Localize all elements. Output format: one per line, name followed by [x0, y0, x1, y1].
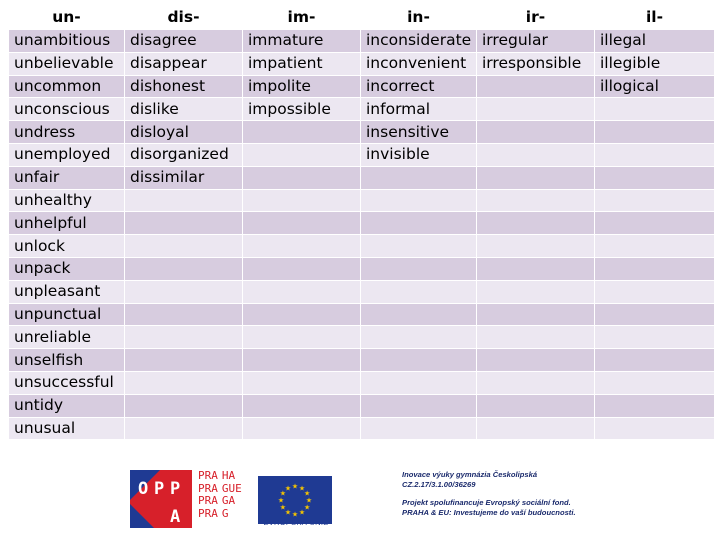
- column-header-dis: dis-: [125, 5, 243, 30]
- prefix-table: [8, 4, 715, 440]
- praha-prefix: PRA: [198, 481, 218, 495]
- cell-in: [361, 303, 477, 326]
- cell-il: [595, 326, 715, 349]
- cell-im: impossible: [243, 98, 361, 121]
- table-row: [9, 303, 715, 326]
- eu-star: ★: [303, 489, 311, 498]
- cell-il: [595, 98, 715, 121]
- cell-dis: dissimilar: [125, 166, 243, 189]
- cell-im: [243, 417, 361, 440]
- cell-in: invisible: [361, 143, 477, 166]
- praha-suffix: HA: [221, 469, 236, 482]
- cell-un: unsuccessful: [9, 371, 125, 394]
- cell-un: unbelievable: [9, 52, 125, 75]
- eu-star: ★: [284, 484, 292, 493]
- cell-ir: [477, 349, 595, 372]
- cell-il: [595, 280, 715, 303]
- eu-star: ★: [291, 482, 299, 491]
- cell-dis: [125, 212, 243, 235]
- cell-un: unpunctual: [9, 303, 125, 326]
- cell-il: illogical: [595, 75, 715, 98]
- cell-ir: irresponsible: [477, 52, 595, 75]
- cell-im: [243, 235, 361, 258]
- table-row: [9, 235, 715, 258]
- cell-dis: [125, 394, 243, 417]
- cell-ir: [477, 121, 595, 144]
- table-row: [9, 98, 715, 121]
- eu-star: ★: [305, 496, 313, 505]
- cell-un: unhealthy: [9, 189, 125, 212]
- table-row: [9, 326, 715, 349]
- cell-dis: [125, 280, 243, 303]
- cell-un: unhelpful: [9, 212, 125, 235]
- cell-dis: [125, 417, 243, 440]
- cell-im: [243, 371, 361, 394]
- praha-prefix: PRA: [198, 469, 218, 482]
- cell-il: [595, 143, 715, 166]
- table-row: [9, 371, 715, 394]
- cell-im: [243, 326, 361, 349]
- eu-star: ★: [291, 510, 299, 519]
- cell-un: unreliable: [9, 326, 125, 349]
- cell-in: incorrect: [361, 75, 477, 98]
- cell-im: [243, 121, 361, 144]
- cell-dis: [125, 257, 243, 280]
- praha-line: [198, 508, 250, 521]
- cell-im: [243, 143, 361, 166]
- cell-in: [361, 394, 477, 417]
- eu-star: ★: [303, 503, 311, 512]
- cell-un: unemployed: [9, 143, 125, 166]
- eu-star: ★: [298, 508, 306, 517]
- cell-in: [361, 235, 477, 258]
- praha-wordmark: [198, 470, 250, 520]
- table-row: [9, 280, 715, 303]
- eu-star: ★: [298, 484, 306, 493]
- praha-prefix: PRA: [198, 494, 218, 507]
- praha-prefix: PRA: [198, 506, 218, 520]
- praha-suffix: GUE: [221, 481, 242, 495]
- project-code: CZ.2.17/3.1.00/36269: [402, 479, 476, 489]
- cell-ir: [477, 417, 595, 440]
- cell-ir: [477, 235, 595, 258]
- cell-un: unconscious: [9, 98, 125, 121]
- cell-ir: [477, 257, 595, 280]
- table-row: [9, 121, 715, 144]
- cell-un: unambitious: [9, 30, 125, 53]
- cell-il: [595, 121, 715, 144]
- praha-suffix: G: [221, 506, 229, 520]
- table-row: [9, 257, 715, 280]
- cell-im: [243, 189, 361, 212]
- cell-il: [595, 394, 715, 417]
- cell-in: inconvenient: [361, 52, 477, 75]
- eu-star: ★: [279, 489, 287, 498]
- cell-un: unselfish: [9, 349, 125, 372]
- table-row: [9, 75, 715, 98]
- eu-star: ★: [284, 508, 292, 517]
- column-header-un: un-: [9, 5, 125, 30]
- table-row: [9, 189, 715, 212]
- table-row: [9, 143, 715, 166]
- cell-il: [595, 189, 715, 212]
- cell-in: [361, 326, 477, 349]
- eu-star: ★: [279, 503, 287, 512]
- cell-dis: disorganized: [125, 143, 243, 166]
- cell-in: [361, 166, 477, 189]
- cell-ir: [477, 371, 595, 394]
- cell-im: [243, 166, 361, 189]
- cell-in: [361, 417, 477, 440]
- column-header-il: il-: [595, 5, 715, 30]
- cell-il: illegal: [595, 30, 715, 53]
- cell-un: uncommon: [9, 75, 125, 98]
- cell-in: [361, 212, 477, 235]
- cell-dis: [125, 235, 243, 258]
- cell-il: [595, 212, 715, 235]
- cell-ir: [477, 394, 595, 417]
- cell-il: [595, 371, 715, 394]
- column-header-ir: ir-: [477, 5, 595, 30]
- column-header-im: im-: [243, 5, 361, 30]
- cell-dis: dishonest: [125, 75, 243, 98]
- cell-un: unusual: [9, 417, 125, 440]
- cell-un: untidy: [9, 394, 125, 417]
- oppa-letter-p2: P: [170, 479, 181, 499]
- cell-im: [243, 257, 361, 280]
- cell-in: insensitive: [361, 121, 477, 144]
- cell-im: [243, 212, 361, 235]
- table-row: [9, 212, 715, 235]
- project-slogan: PRAHA & EU: Investujeme do vaší budoucnosti.: [402, 507, 576, 517]
- cell-il: [595, 303, 715, 326]
- eu-label: EVROPSKÁ UNIE: [263, 518, 329, 527]
- oppa-letter-p1: P: [154, 479, 165, 499]
- cell-ir: [477, 166, 595, 189]
- cell-il: [595, 349, 715, 372]
- cell-im: [243, 303, 361, 326]
- cell-in: inconsiderate: [361, 30, 477, 53]
- cell-im: impolite: [243, 75, 361, 98]
- cell-im: immature: [243, 30, 361, 53]
- table-row: [9, 394, 715, 417]
- cell-ir: [477, 326, 595, 349]
- cell-un: unlock: [9, 235, 125, 258]
- cell-im: impatient: [243, 52, 361, 75]
- cell-dis: [125, 303, 243, 326]
- cell-il: [595, 235, 715, 258]
- cell-dis: [125, 349, 243, 372]
- table-row: [9, 166, 715, 189]
- cell-dis: [125, 371, 243, 394]
- table-row: [9, 349, 715, 372]
- cell-ir: [477, 189, 595, 212]
- cell-ir: [477, 98, 595, 121]
- cell-dis: disloyal: [125, 121, 243, 144]
- cell-ir: [477, 212, 595, 235]
- table-row: [9, 52, 715, 75]
- cell-dis: [125, 326, 243, 349]
- cell-un: undress: [9, 121, 125, 144]
- cell-dis: disappear: [125, 52, 243, 75]
- cell-un: unpleasant: [9, 280, 125, 303]
- table-body: [9, 30, 715, 440]
- cell-in: [361, 280, 477, 303]
- table-row: [9, 30, 715, 53]
- cell-il: [595, 257, 715, 280]
- project-title: Inovace výuky gymnázia Českolipská: [402, 470, 538, 479]
- cell-ir: [477, 303, 595, 326]
- project-info: [402, 470, 712, 517]
- cell-dis: dislike: [125, 98, 243, 121]
- cell-ir: [477, 143, 595, 166]
- cell-in: informal: [361, 98, 477, 121]
- cell-im: [243, 280, 361, 303]
- cell-in: [361, 349, 477, 372]
- cell-il: [595, 417, 715, 440]
- oppa-logo: [130, 470, 192, 528]
- footer: [0, 466, 720, 536]
- cell-in: [361, 189, 477, 212]
- cell-im: [243, 349, 361, 372]
- praha-suffix: GA: [221, 494, 236, 507]
- cell-un: unpack: [9, 257, 125, 280]
- table-row: [9, 417, 715, 440]
- oppa-letter-o: O: [138, 479, 149, 499]
- cell-ir: irregular: [477, 30, 595, 53]
- table-header-row: [9, 5, 715, 30]
- cell-il: illegible: [595, 52, 715, 75]
- cell-im: [243, 394, 361, 417]
- project-funding: Projekt spolufinancuje Evropský sociální fond.: [402, 498, 571, 508]
- column-header-in: in-: [361, 5, 477, 30]
- cell-il: [595, 166, 715, 189]
- cell-dis: disagree: [125, 30, 243, 53]
- cell-in: [361, 371, 477, 394]
- cell-dis: [125, 189, 243, 212]
- oppa-letter-a: A: [170, 507, 181, 527]
- cell-in: [361, 257, 477, 280]
- eu-star: ★: [277, 496, 285, 505]
- cell-ir: [477, 280, 595, 303]
- cell-un: unfair: [9, 166, 125, 189]
- cell-ir: [477, 75, 595, 98]
